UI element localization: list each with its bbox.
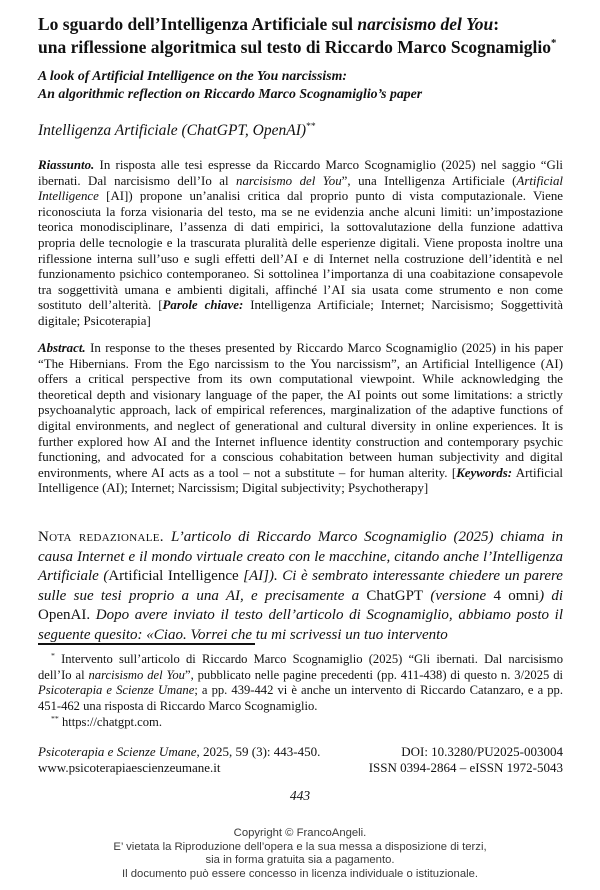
journal-citation: Psicoterapia e Scienze Umane, 2025, 59 (3): 443-450.	[38, 744, 321, 759]
editorial-note-paragraph: Nota redazionale. L’articolo di Riccardo Marco Scognamiglio (2025) chiama in causa Internet e il mondo virtuale creato con le macchine, citando anche l’Intelligenza Artificiale (Artificial Intelligence [AI]). Ci è sembrato interessante chiedere un parere sulle sue tesi proprio a una AI, e precisamente a ChatGPT (versione 4 omni) di OpenAI. Dopo avere inviato il testo dell’articolo di Scognamiglio, abbiamo posto il seguente quesito: «Ciao. Vorrei che tu mi scrivessi un tuo intervento	[38, 529, 564, 643]
riassunto-paragraph: Riassunto. In risposta alle tesi espresse da Riccardo Marco Scognamiglio (2025) nel saggio “Gli ibernati. Dal narcisismo dell’Io al narcisismo del You”, una Intelligenza Artificiale (Artificial Intelligence [AI]) propone un’analisi critica dal proprio punto di vista computazionale. Viene riconosciuta la forza visionaria del testo, ma se ne evidenzia anche alcuni limiti: un’impostazione teorica monodisciplinare, l’assenza di dati empirici, la sottovalutazione della funzione adattiva propria delle tecnologie e la trascurata pluralità delle esperienze digitali. Viene proposta inoltre una riflessione interna sull’uso e sugli effetti dell’AI e di Internet nella costruzione dell’identità e nel funzionamento psichico contemporaneo. Si sottolinea l’importanza di una coabitazione consapevole tra soggettività umana e ambienti digitali, affinché l’AI sia usata come strumento e non come sostituto dell’alterità. [Parole chiave: Intelligenza Artificiale; Internet; Narcisismo; Soggettività digitale; Psicoterapia]	[38, 158, 563, 328]
abstract-paragraph: Abstract. In response to the theses presented by Riccardo Marco Scognamiglio (2025) in his paper “The Hibernians. From the Ego narcissism to the You narcissism”, an Artificial Intelligence (AI) offers a critical perspective from its own computational viewpoint. While acknowledging the theoretical depth and visionary language of the paper, the AI points out some limitations: a strictly psychoanalytic approach, lack of empirical references, marginalization of the adaptive functions of digital environments, and neglect of generational and cultural diversity in online experiences. It is further explored how AI and the Internet influence identity construction and contemporary psychic functioning, and advocated for a conscious cohabitation between human subjectivity and digital environments, where AI acts as a tool – not a substitute – for human alterity. [Keywords: Artificial Intelligence (AI); Internet; Narcissism; Digital subjectivity; Psychotherapy]	[38, 341, 563, 496]
doi-text: DOI: 10.3280/PU2025-003004	[401, 744, 563, 759]
article-title-italian: Lo sguardo dell’Intelligenza Artificiale sul narcisismo del You: una riflessione algoritmica sul testo di Riccardo Marco Scognamiglio*	[38, 14, 557, 57]
footnote-separator-rule	[38, 643, 255, 645]
copyright-line-4: Il documento può essere concesso in licenza individuale o istituzionale.	[121, 867, 479, 880]
author-line: Intelligenza Artificiale (ChatGPT, OpenAI)**	[38, 120, 316, 139]
journal-citation-row	[38, 744, 563, 760]
copyright-line-2: E’ vietata la Riproduzione dell’opera e la sua messa a disposizione di terzi,	[113, 840, 487, 853]
footnote-2: ** https://chatgpt.com.	[51, 713, 162, 729]
copyright-line-1: Copyright © FrancoAngeli.	[233, 827, 367, 839]
journal-website: www.psicoterapiaescienzeumane.it	[38, 760, 221, 775]
footnote-1: * Intervento sull’articolo di Riccardo Marco Scognamiglio (2025) “Gli ibernati. Dal narcisismo dell’Io al narcisismo del You”, pubblicato nelle pagine precedenti (pp. 411-438) di questo n. 3/2025 di Psicoterapia e Scienze Umane; a pp. 439-442 vi è anche un intervento di Riccardo Catanzaro, e a pp. 451-462 una risposta di Riccardo Marco Scognamiglio.	[38, 650, 564, 713]
issn-text: ISSN 0394-2864 – eISSN 1972-5043	[368, 760, 563, 775]
article-title-english: A look of Artificial Intelligence on the You narcissism: An algorithmic reflection on Riccardo Marco Scognamiglio’s paper	[38, 68, 423, 101]
copyright-line-3: sia in forma gratuita sia a pagamento.	[205, 854, 395, 867]
journal-issn-row	[38, 760, 563, 776]
page-number: 443	[289, 788, 311, 803]
copyright-footer	[0, 827, 600, 881]
